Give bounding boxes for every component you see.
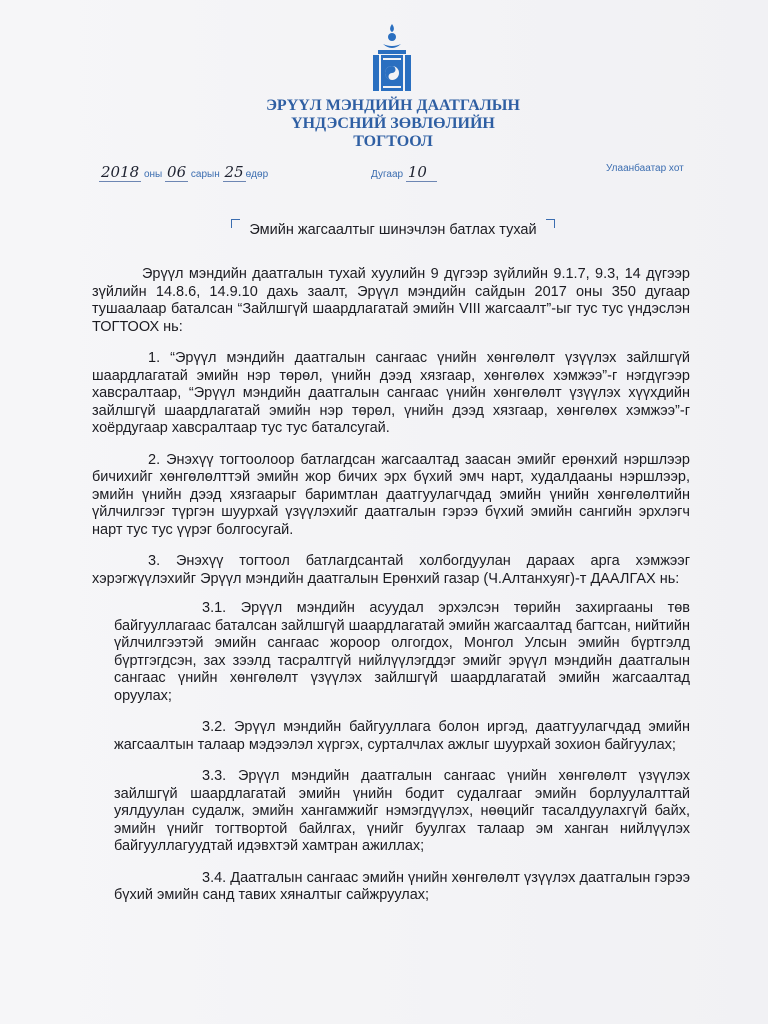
clause-3: 3. Энэхүү тогтоол батлагдсантай холбогдуулан дараах арга хэмжээг хэрэгжүүлэхийг Эрүүл мэндийн даатгалын Ерөнхий газар (Ч.Алтанхуяг)-т ДААЛГАХ нь: [92,553,690,587]
org-line-2: ҮНДЭСНИЙ ЗӨВЛӨЛИЙН [291,115,495,132]
clause-1: 1. “Эрүүл мэндийн даатгалын сангаас үнийн хөнгөлөлт үзүүлэх зайлшгүй шаардлагатай эмийн нэр төрөл, үнийн дээд хязгаар, хөнгөлөх хэмжээ”-г нэгдүгээр хавсралтаар, “Эрүүл мэндийн даатгалын сангаас үнийн хөнгөлөлт үзүүлэх хүүхдийн зайлшгүй шаардлагатай эмийн нэр төрөл, үнийн дээд хязгаар, хөнгөлөх хэмжээ”-г хоёрдугаар хавсралтаар тус тус баталсугай. [92,350,690,436]
clause-3-1: 3.1. Эрүүл мэндийн асуудал эрхэлсэн төрийн захиргааны төв байгууллагаас баталсан зайлшгүй шаардлагатай эмийн жагсаалтад багтсан, нийтийн үйлчилгээтэй эмийн сангаас жороор олгогдох, Монгол Улсын эмийн бүртгэлд бүртгэгдсэн, зах зээлд тасралтгүй нийлүүлэгддэг эмийг эрүүл мэндийн даатгалын сангаас үнийн хөнгөлөлт үзүүлэх зайлшгүй шаардлагатай эмийн жагсаалтад оруулах; [114,600,690,704]
clause-2: 2. Энэхүү тогтоолоор батлагдсан жагсаалтад заасан эмийг ерөнхий нэршлээр бичихийг хөнгөлөлттэй эмийн жор бичих эрх бүхий эмч нарт, худалдааны нэршлээр, эмийн үнийн дээд хязгаарыг баримтлан даатгуулагчдад эмийн үнийн хөнгөлөлтийн үйлчилгээг түргэн шуурхай үзүүлэхийг даатгалын гэрээ бүхий эмийн сангийн эрхлэгч нарт тус тус үүрэг болгосугай. [92,451,690,538]
org-line-3: ТОГТООЛ [353,133,433,150]
date-year: 2018 [101,163,140,181]
document-title: Эмийн жагсаалтыг шинэчлэн батлах тухай [249,222,537,238]
document-body [92,266,690,919]
clause-3-2: 3.2. Эрүүл мэндийн байгууллага болон иргэд, даатгуулагчдад эмийн жагсаалтын талаар мэдээлэл хүргэх, сурталчлах ажлыг шуурхай зохион байгуулах; [114,719,690,753]
preamble-paragraph: Эрүүл мэндийн даатгалын тухай хуулийн 9 дүгээр зүйлийн 9.1.7, 9.3, 14 дүгээр зүйлийн 14.8.6, 14.9.10 дахь заалт, Эрүүл мэндийн сайдын 2017 оны 350 дугаар тушаалаар баталсан “Зайлшгүй шаардлагатай эмийн VIII жагсаалт”-ыг тус тус үндэслэн ТОГТООХ нь: [92,266,690,335]
clause-3-3: 3.3. Эрүүл мэндийн даатгалын сангаас үнийн хөнгөлөлт үзүүлэх зайлшгүй шаардлагатай эмийн үнийн бодит судалгааг эмийн борлуулалттай уялдуулан судалж, эмийн хангамжийг нэмэгдүүлэх, нөөцийг тасалдуулахгүй байх, эмийн үнийг тогтвортой байлгах, үнийг буулгах талаар эм ханган нийлүүлэх байгууллагуудтай идэвхтэй хамтран ажиллах; [114,768,690,854]
date-year-suffix: оны [143,169,163,180]
clause-3-4: 3.4. Даатгалын сангаас эмийн үнийн хөнгөлөлт үзүүлэх даатгалын гэрээ бүхий эмийн санд тавих хяналтыг сайжруулах; [114,869,690,903]
org-line-1: ЭРҮҮЛ МЭНДИЙН ДААТГАЛЫН [266,97,520,114]
number-field [371,163,437,181]
date-month: 06 [167,163,187,181]
date-field [99,163,268,181]
date-month-suffix: сарын [190,169,220,180]
city-label: Улаанбаатар хот [606,163,684,174]
date-day: 25 [224,163,244,181]
issuing-organization [0,97,768,151]
state-emblem-icon [369,22,415,94]
date-day-suffix: өдөр [245,169,269,180]
number-label: Дугаар [371,169,404,180]
number-value: 10 [406,163,437,182]
